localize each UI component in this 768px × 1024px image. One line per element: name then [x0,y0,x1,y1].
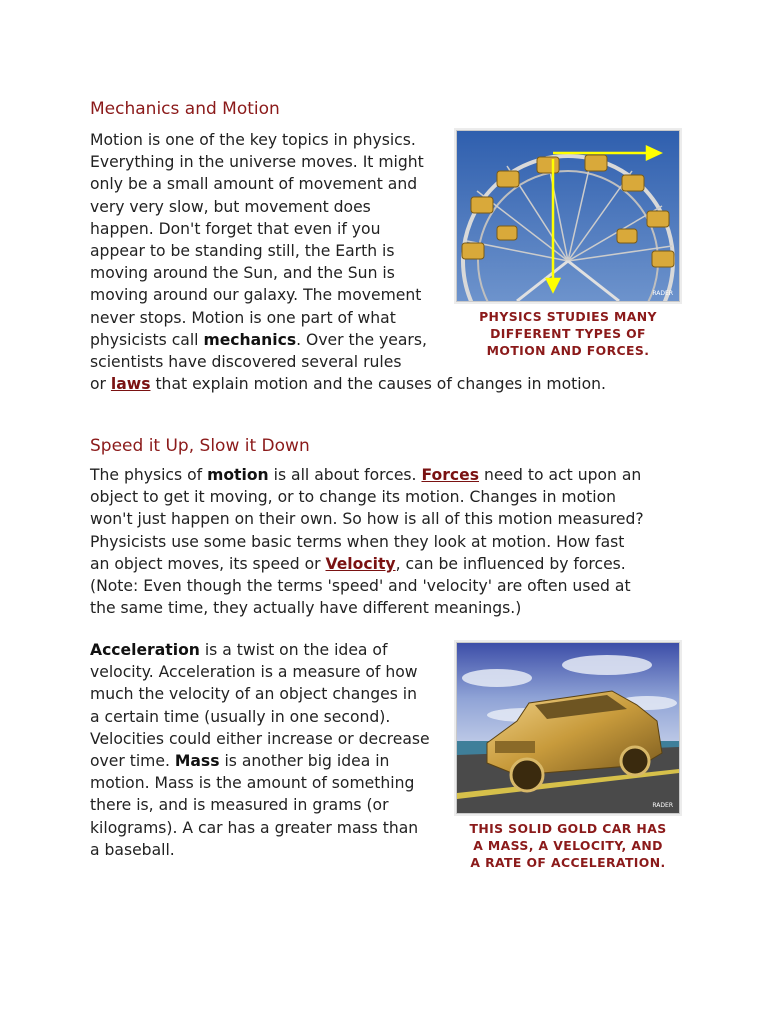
caption-line: DIFFERENT TYPES OF [490,326,646,341]
text-line [90,639,430,661]
image-credit: RADER [652,290,673,297]
gold-car-image [456,642,680,814]
section-title-mechanics: Mechanics and Motion [90,99,280,119]
text-segment: is another big idea in [219,752,390,771]
ferris-wheel-image [456,130,680,302]
text-line [90,373,606,395]
text-line: Motion is one of the key topics in physics. [90,131,416,149]
image-credit: RADER [652,802,673,809]
text-line: object to get it moving, or to change its motion. Changes in motion [90,488,617,507]
text-line: motion. Mass is the amount of something [90,774,415,793]
gold-car-illustration [457,643,679,813]
text-line: moving around the Sun, and the Sun is [90,264,395,283]
text-line: a certain time (usually in one second). [90,707,391,726]
text-line: happen. Don't forget that even if you [90,219,381,238]
text-segment: over time. [90,752,175,771]
velocity-link[interactable]: Velocity [325,554,396,573]
text-line [90,464,644,486]
text-line: the same time, they actually have different meanings.) [90,599,522,618]
caption-line: A MASS, A VELOCITY, AND [473,838,663,853]
caption-line: PHYSICS STUDIES MANY [479,309,657,324]
text-line: Everything in the universe moves. It might [90,153,424,172]
text-segment: , can be influenced by forces. [395,554,626,573]
text-segment: is all about forces. [268,466,422,484]
term-motion: motion [207,466,269,484]
speed-paragraph [90,464,644,619]
text-line: a baseball. [90,840,175,859]
text-line: velocity. Acceleration is a measure of how [90,663,418,682]
text-line: very very slow, but movement does [90,197,371,216]
text-line: there is, and is measured in grams (or [90,796,389,815]
text-line: moving around our galaxy. The movement [90,286,422,305]
text-segment: or [90,375,111,394]
ferris-wheel-illustration [457,131,679,301]
caption-line: THIS SOLID GOLD CAR HAS [469,821,667,836]
text-line: appear to be standing still, the Earth is [90,242,395,261]
text-line: won't just happen on their own. So how is all of this motion measured? [90,510,644,529]
caption-line: A RATE OF ACCELERATION. [470,855,666,870]
text-line: (Note: Even though the terms 'speed' and 'velocity' are often used at [90,577,631,596]
text-segment: need to act upon an [479,466,642,484]
text-segment: that explain motion and the causes of changes in motion. [150,375,606,394]
section-title-speed: Speed it Up, Slow it Down [90,436,310,456]
text-line: scientists have discovered several rules [90,353,402,372]
ferris-wheel-figure [454,130,682,359]
forces-link[interactable]: Forces [421,466,479,484]
gold-car-caption [454,820,682,871]
text-segment: . Over the years, [296,330,427,349]
text-segment: an object moves, its speed or [90,554,326,573]
text-line: only be a small amount of movement and [90,175,418,194]
term-acceleration: Acceleration [90,641,200,659]
acceleration-paragraph [90,639,430,861]
text-line: Velocities could either increase or decrease [90,729,430,748]
laws-link[interactable]: laws [110,375,151,394]
caption-line: MOTION AND FORCES. [486,343,650,358]
text-line: Physicists use some basic terms when they look at motion. How fast [90,532,625,551]
term-mechanics: mechanics [203,330,297,349]
gold-car-figure [454,642,682,871]
ferris-wheel-caption [454,308,682,359]
text-segment: is a twist on the idea of [199,641,388,659]
term-mass: Mass [174,752,220,771]
text-segment: physicists call [90,330,204,349]
text-line: never stops. Motion is one part of what [90,308,396,327]
text-line [90,553,644,575]
text-segment: The physics of [90,466,208,484]
text-line: kilograms). A car has a greater mass than [90,818,419,837]
text-line [90,750,430,772]
text-line: much the velocity of an object changes in [90,685,418,704]
